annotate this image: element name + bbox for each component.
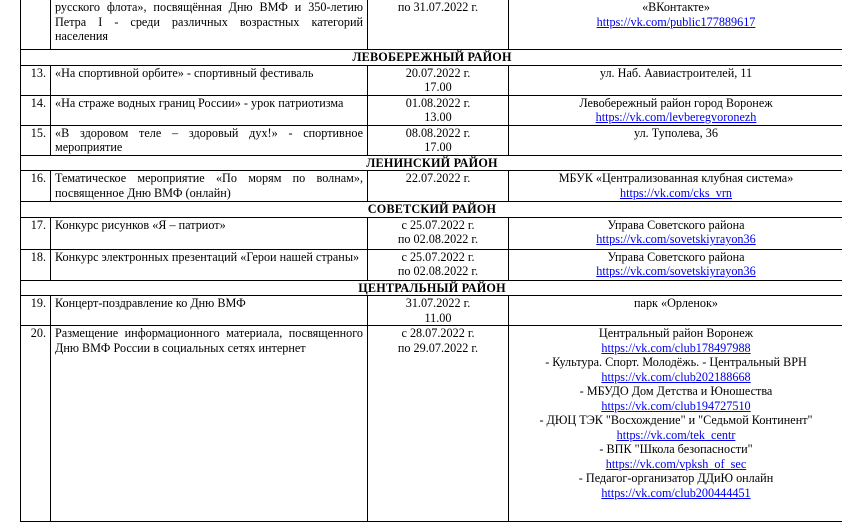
time-text: 17.00 — [372, 80, 504, 95]
event-place — [509, 217, 842, 249]
date-end: по 02.08.2022 г. — [372, 264, 504, 279]
place-text: Центральный район Воронеж — [513, 326, 839, 341]
row-number: 14. — [21, 95, 51, 125]
vk-link[interactable]: https://vk.com/tek_centr — [513, 428, 839, 443]
event-name: «В здоровом теле – здоровый дух!» - спортивное мероприятие — [51, 125, 368, 155]
row-number: 17. — [21, 217, 51, 249]
place-text: «ВКонтакте» — [513, 0, 839, 15]
event-date — [368, 296, 509, 326]
place-text: Управа Советского района — [513, 218, 839, 233]
event-name: Конкурс рисунков «Я – патриот» — [51, 217, 368, 249]
event-place: ул. Наб. Аавиастроителей, 11 — [509, 65, 842, 95]
event-date — [368, 95, 509, 125]
district-row — [21, 155, 842, 171]
date-text: 20.07.2022 г. — [372, 66, 504, 81]
event-date — [368, 65, 509, 95]
district-row — [21, 50, 842, 66]
event-name: Концерт-поздравление ко Дню ВМФ — [51, 296, 368, 326]
vk-link[interactable]: https://vk.com/sovetskiyrayon36 — [596, 264, 755, 278]
place-text: - Культура. Спорт. Молодёжь. - Центральный ВРН — [513, 355, 839, 370]
event-place — [509, 171, 842, 202]
event-date — [368, 249, 509, 280]
table-row — [21, 171, 842, 202]
date-start: с 25.07.2022 г. — [372, 250, 504, 265]
event-name: Конкурс электронных презентаций «Герои нашей страны» — [51, 249, 368, 280]
vk-link[interactable]: https://vk.com/levberegvoronezh — [596, 110, 757, 124]
vk-link[interactable]: https://vk.com/club194727510 — [513, 399, 839, 414]
date-text: 31.07.2022 г. — [372, 296, 504, 311]
event-place — [509, 95, 842, 125]
place-text: МБУК «Централизованная клубная система» — [513, 171, 839, 186]
table-row — [21, 326, 842, 522]
table-row — [21, 65, 842, 95]
vk-link[interactable]: https://vk.com/sovetskiyrayon36 — [596, 232, 755, 246]
event-name: русского флота», посвящённая Дню ВМФ и 350-летию Петра I - среди различных возрастных категорий населения — [51, 0, 368, 50]
vk-link[interactable]: https://vk.com/cks_vrn — [620, 186, 732, 200]
place-text: - ВПК "Школа безопасности" — [513, 442, 839, 457]
table-row — [21, 249, 842, 280]
event-place — [509, 249, 842, 280]
event-name: «На страже водных границ России» - урок патриотизма — [51, 95, 368, 125]
vk-link[interactable]: https://vk.com/club202188668 — [513, 370, 839, 385]
event-place: ул. Туполева, 36 — [509, 125, 842, 155]
time-text: 13.00 — [372, 110, 504, 125]
date-start: с 28.07.2022 г. — [372, 326, 504, 341]
place-text: - Педагог-организатор ДДиЮ онлайн — [513, 471, 839, 486]
event-place: парк «Орленок» — [509, 296, 842, 326]
row-number — [21, 0, 51, 50]
date-text: 08.08.2022 г. — [372, 126, 504, 141]
event-date — [368, 125, 509, 155]
event-place — [509, 326, 842, 522]
event-date — [368, 217, 509, 249]
place-text: Левобережный район город Воронеж — [513, 96, 839, 111]
place-text: Управа Советского района — [513, 250, 839, 265]
table-row — [21, 95, 842, 125]
event-place — [509, 0, 842, 50]
row-number: 20. — [21, 326, 51, 522]
district-heading: СОВЕТСКИЙ РАЙОН — [21, 202, 842, 218]
time-text: 17.00 — [372, 140, 504, 155]
time-text: 11.00 — [372, 311, 504, 326]
date-end: по 29.07.2022 г. — [372, 341, 504, 356]
date-text: 01.08.2022 г. — [372, 96, 504, 111]
table-row — [21, 217, 842, 249]
row-number: 16. — [21, 171, 51, 202]
events-table — [20, 0, 842, 522]
row-number: 13. — [21, 65, 51, 95]
district-heading: ЦЕНТРАЛЬНЫЙ РАЙОН — [21, 280, 842, 296]
row-number: 19. — [21, 296, 51, 326]
district-row — [21, 202, 842, 218]
event-date: по 31.07.2022 г. — [368, 0, 509, 50]
district-heading: ЛЕНИНСКИЙ РАЙОН — [21, 155, 842, 171]
event-name: «На спортивной орбите» - спортивный фестиваль — [51, 65, 368, 95]
table-row — [21, 0, 842, 50]
vk-link[interactable]: https://vk.com/club178497988 — [513, 341, 839, 356]
district-heading: ЛЕВОБЕРЕЖНЫЙ РАЙОН — [21, 50, 842, 66]
vk-link[interactable]: https://vk.com/club200444451 — [513, 486, 839, 501]
event-name: Тематическое мероприятие «По морям по волнам», посвященное Дню ВМФ (онлайн) — [51, 171, 368, 202]
vk-link[interactable]: https://vk.com/public177889617 — [597, 15, 756, 29]
row-number: 18. — [21, 249, 51, 280]
date-start: с 25.07.2022 г. — [372, 218, 504, 233]
place-text: - ДЮЦ ТЭК "Восхождение" и "Седьмой Континент" — [513, 413, 839, 428]
place-text: - МБУДО Дом Детства и Юношества — [513, 384, 839, 399]
event-name: Размещение информационного материала, посвященного Дню ВМФ России в социальных сетях интернет — [51, 326, 368, 522]
date-end: по 02.08.2022 г. — [372, 232, 504, 247]
event-date — [368, 326, 509, 522]
table-row — [21, 125, 842, 155]
vk-link[interactable]: https://vk.com/vpksh_of_sec — [513, 457, 839, 472]
row-number: 15. — [21, 125, 51, 155]
district-row — [21, 280, 842, 296]
table-row — [21, 296, 842, 326]
event-date: 22.07.2022 г. — [368, 171, 509, 202]
